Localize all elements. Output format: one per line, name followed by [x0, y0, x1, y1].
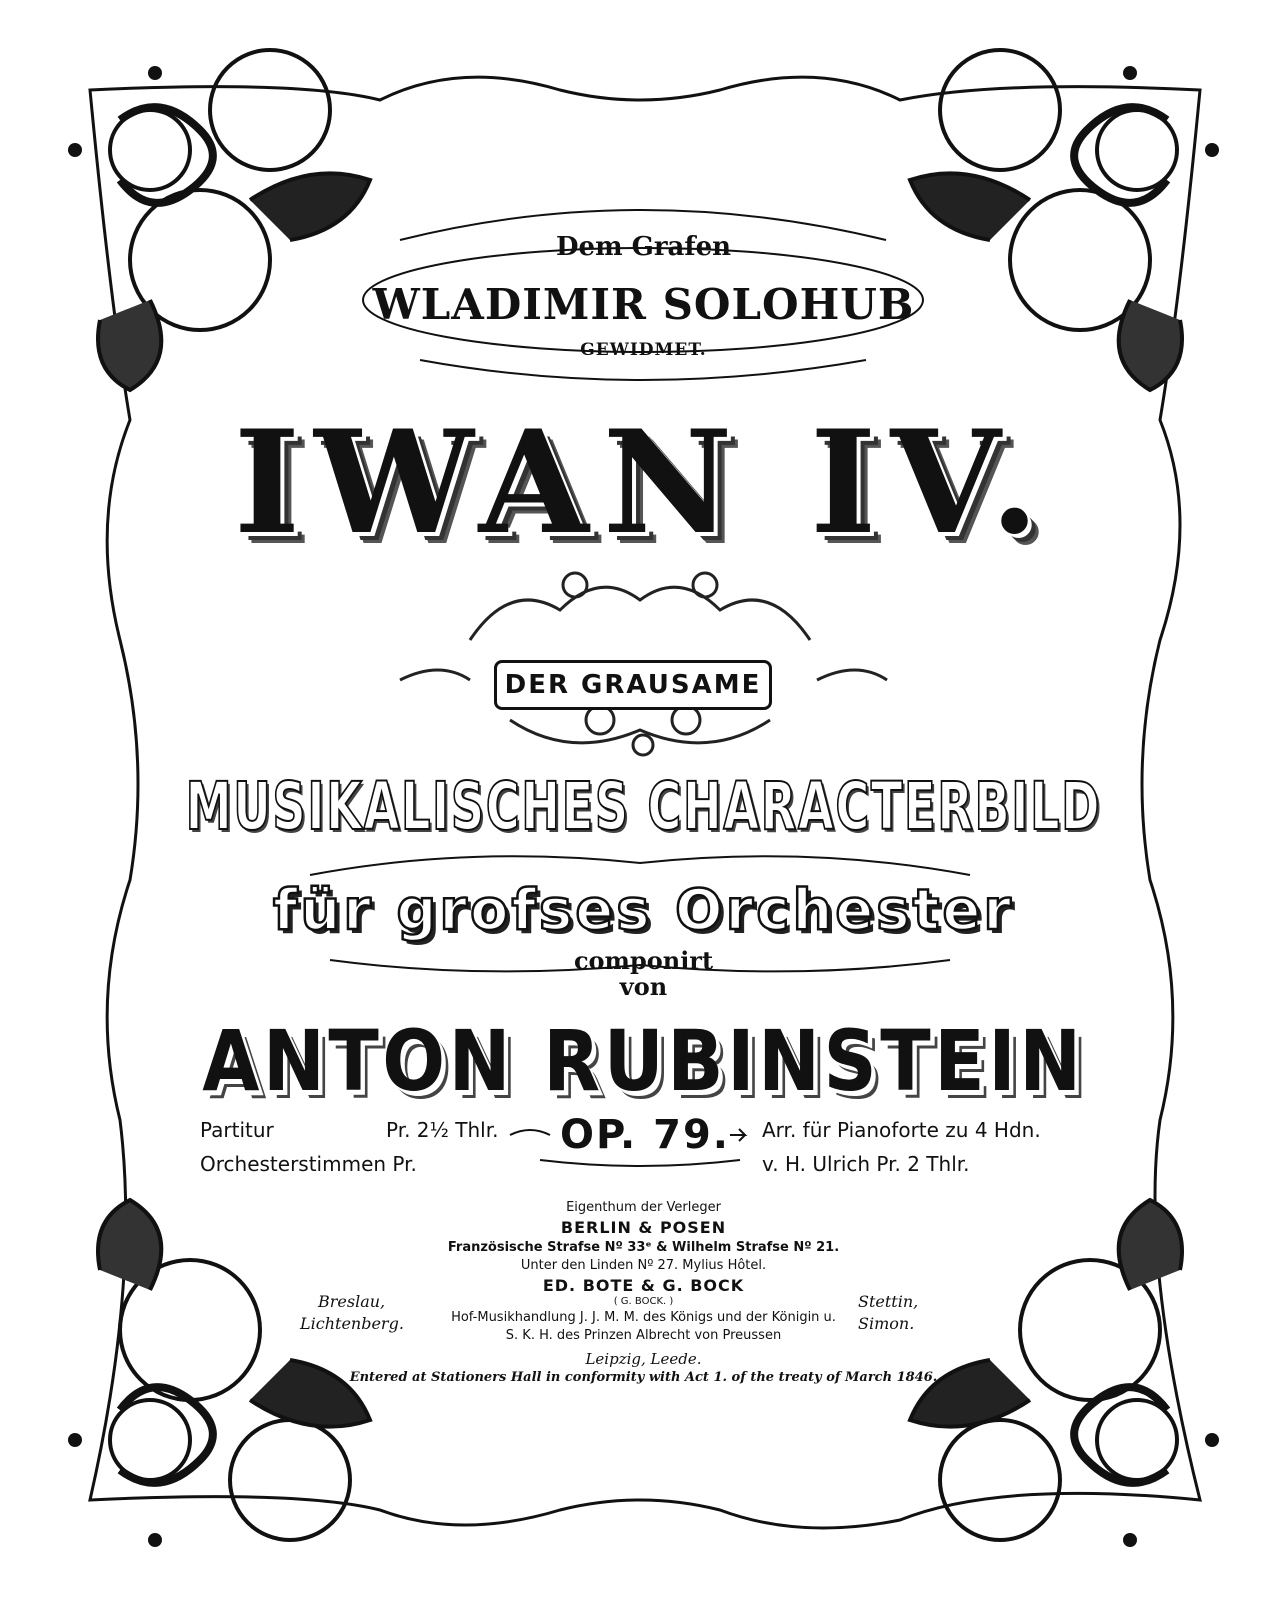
corner-ornament-top-right — [910, 50, 1182, 390]
dot-ornament — [68, 1433, 82, 1447]
dot-ornament — [68, 143, 82, 157]
composed-line: componirt — [573, 946, 714, 975]
copyright-notice: Entered at Stationers Hall in conformity with Act 1. of the treaty of March 1846. — [349, 1370, 938, 1385]
scoring-line: für grofses Orchester — [273, 878, 1014, 943]
composer-name: ANTON RUBINSTEIN — [202, 1012, 1085, 1110]
subtitle: DER GRAUSAME — [494, 660, 772, 710]
genre-line: MUSIKALISCHES CHARACTERBILD — [185, 768, 1102, 845]
dedication-line-3: GEWIDMET. — [580, 340, 707, 360]
dot-ornament — [1123, 1533, 1137, 1547]
partitur-price: Pr. 2½ Thlr. — [386, 1118, 499, 1142]
corner-ornament-top-left — [98, 50, 370, 390]
dot-ornament — [1205, 1433, 1219, 1447]
dot-ornament — [148, 1533, 162, 1547]
orchestral-parts-label: Orchesterstimmen Pr. — [200, 1152, 417, 1176]
partitur-label: Partitur — [200, 1118, 274, 1142]
leipzig-agent: Leipzig, Leede. — [585, 1350, 702, 1368]
publisher-proprietor: ( G. BOCK. ) — [613, 1296, 674, 1307]
publisher-cities: BERLIN & POSEN — [560, 1218, 727, 1237]
arranger-price: v. H. Ulrich Pr. 2 Thlr. — [762, 1152, 970, 1176]
dot-ornament — [1123, 66, 1137, 80]
by-line: von — [619, 972, 668, 1001]
agent-right-name: Simon. — [858, 1314, 915, 1333]
dedication-line-1: Dem Grafen — [555, 232, 732, 262]
opus-number: OP. 79. — [560, 1112, 730, 1158]
publisher-line-1: Eigenthum der Verleger — [566, 1200, 721, 1215]
publisher-prince-line: S. K. H. des Prinzen Albrecht von Preussen — [505, 1328, 782, 1343]
agent-right-city: Stettin, — [858, 1292, 919, 1311]
agent-left-city: Breslau, — [318, 1292, 386, 1311]
dot-ornament — [1205, 143, 1219, 157]
arrangement-label: Arr. für Pianoforte zu 4 Hdn. — [762, 1118, 1041, 1142]
agent-left-name: Lichtenberg. — [300, 1314, 404, 1333]
publisher-address-1: Französische Strafse Nº 33ᵉ & Wilhelm Strafse Nº 21. — [447, 1240, 840, 1255]
publisher-name: ED. BOTE & G. BOCK — [542, 1276, 745, 1295]
publisher-address-2: Unter den Linden Nº 27. Mylius Hôtel. — [520, 1258, 767, 1273]
dedication-name: WLADIMIR SOLOHUB — [372, 280, 915, 329]
publisher-court-line: Hof-Musikhandlung J. J. M. M. des Königs und der Königin u. — [451, 1310, 836, 1325]
dot-ornament — [148, 66, 162, 80]
main-title: IWAN IV. — [233, 400, 1054, 566]
